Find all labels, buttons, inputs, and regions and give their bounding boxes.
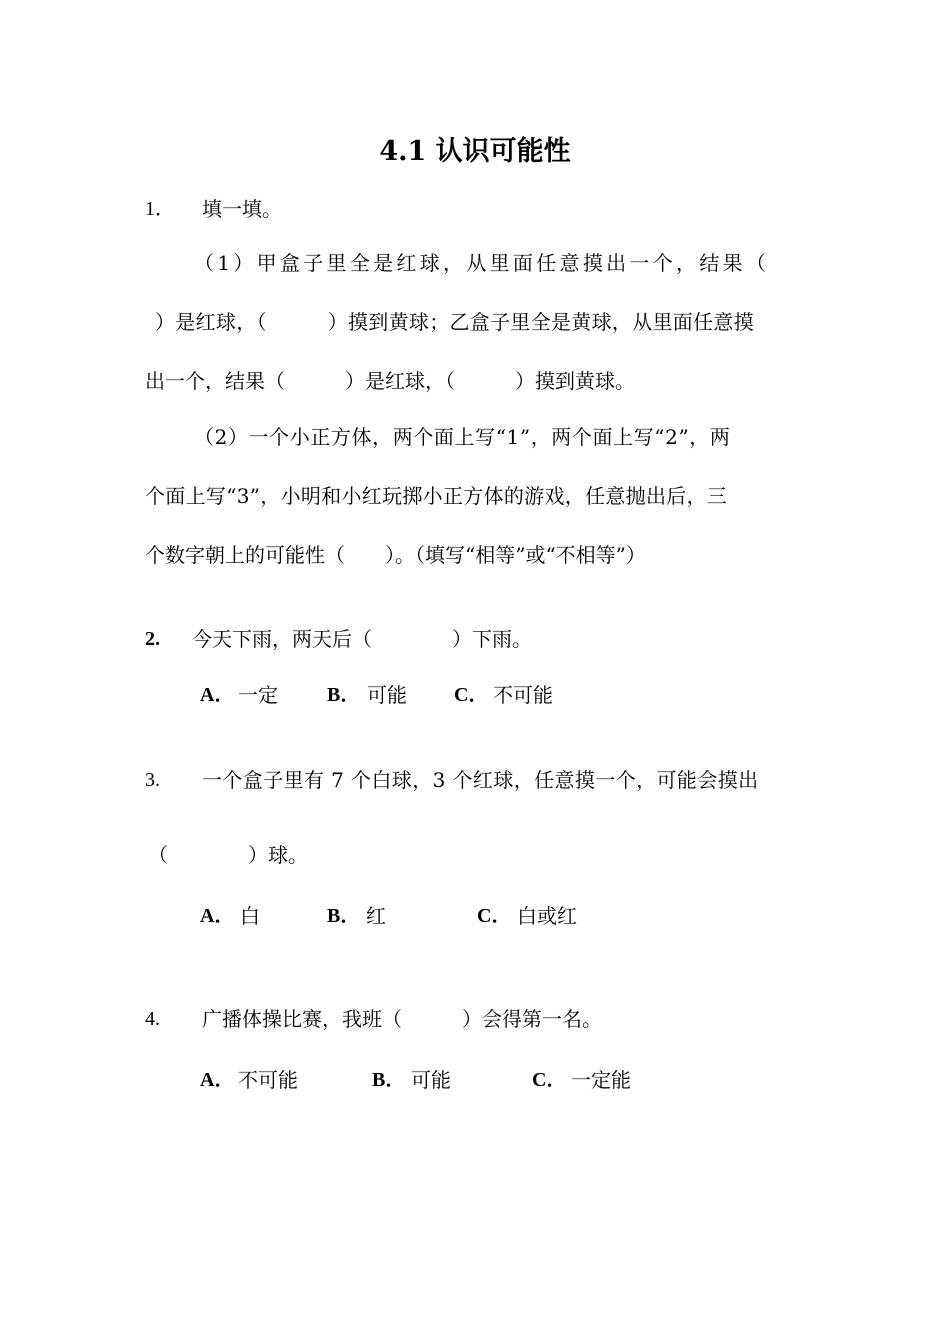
q4-option-b-letter: B．	[372, 1069, 406, 1091]
q2-option-a-letter: A．	[200, 684, 235, 706]
q3-line2: （ ）球。	[148, 843, 308, 867]
q4-option-c-text: 一定能	[571, 1068, 631, 1092]
q4-option-c-letter: C．	[532, 1069, 567, 1091]
q4-option-a-text: 不可能	[238, 1068, 298, 1092]
q2-option-c-letter: C．	[454, 684, 489, 706]
q3-line1: 一个盒子里有 7 个白球，3 个红球，任意摸一个，可能会摸出	[202, 768, 759, 792]
q4-option-a-letter: A．	[200, 1069, 235, 1091]
q1-part2-line1: （2）一个小正方体，两个面上写“1”，两个面上写“2”，两	[194, 425, 731, 449]
q3-option-c-letter: C．	[477, 905, 512, 927]
page-title: 4.1 认识可能性	[379, 136, 571, 167]
q3-option-a-text: 白	[240, 904, 260, 928]
q1-part1-line1: （1）甲盒子里全是红球，从里面任意摸出一个，结果（	[194, 251, 770, 275]
q2-number: 2.	[145, 628, 160, 650]
q2-option-c-text: 不可能	[493, 683, 553, 707]
q3-option-c-text: 白或红	[517, 904, 577, 928]
q1-part2-line2: 个面上写“3”，小明和小红玩掷小正方体的游戏，任意抛出后，三	[145, 484, 728, 508]
q3-option-b-letter: B．	[327, 905, 361, 927]
q1-prompt: 填一填。	[202, 197, 282, 221]
q4-prompt: 广播体操比赛，我班（ ）会得第一名。	[202, 1007, 602, 1031]
q1-part1-line3: 出一个，结果（ ）是红球，（ ）摸到黄球。	[145, 369, 635, 393]
q2-prompt: 今天下雨，两天后（ ）下雨。	[192, 627, 532, 651]
q4-number: 4.	[145, 1008, 160, 1030]
q3-option-a-letter: A．	[200, 905, 235, 927]
q1-part1-line2: ）是红球，（ ）摸到黄球；乙盒子里全是黄球，从里面任意摸	[155, 310, 754, 334]
q2-option-b-text: 可能	[367, 683, 407, 707]
q4-option-b-text: 可能	[411, 1068, 451, 1092]
q2-option-b-letter: B．	[327, 684, 361, 706]
q1-number: 1．	[145, 198, 175, 220]
q3-number: 3.	[145, 769, 160, 791]
q2-option-a-text: 一定	[238, 683, 278, 707]
q1-part2-line3: 个数字朝上的可能性（ ）。（填写“相等”或“不相等”）	[145, 543, 646, 567]
q3-option-b-text: 红	[366, 904, 386, 928]
